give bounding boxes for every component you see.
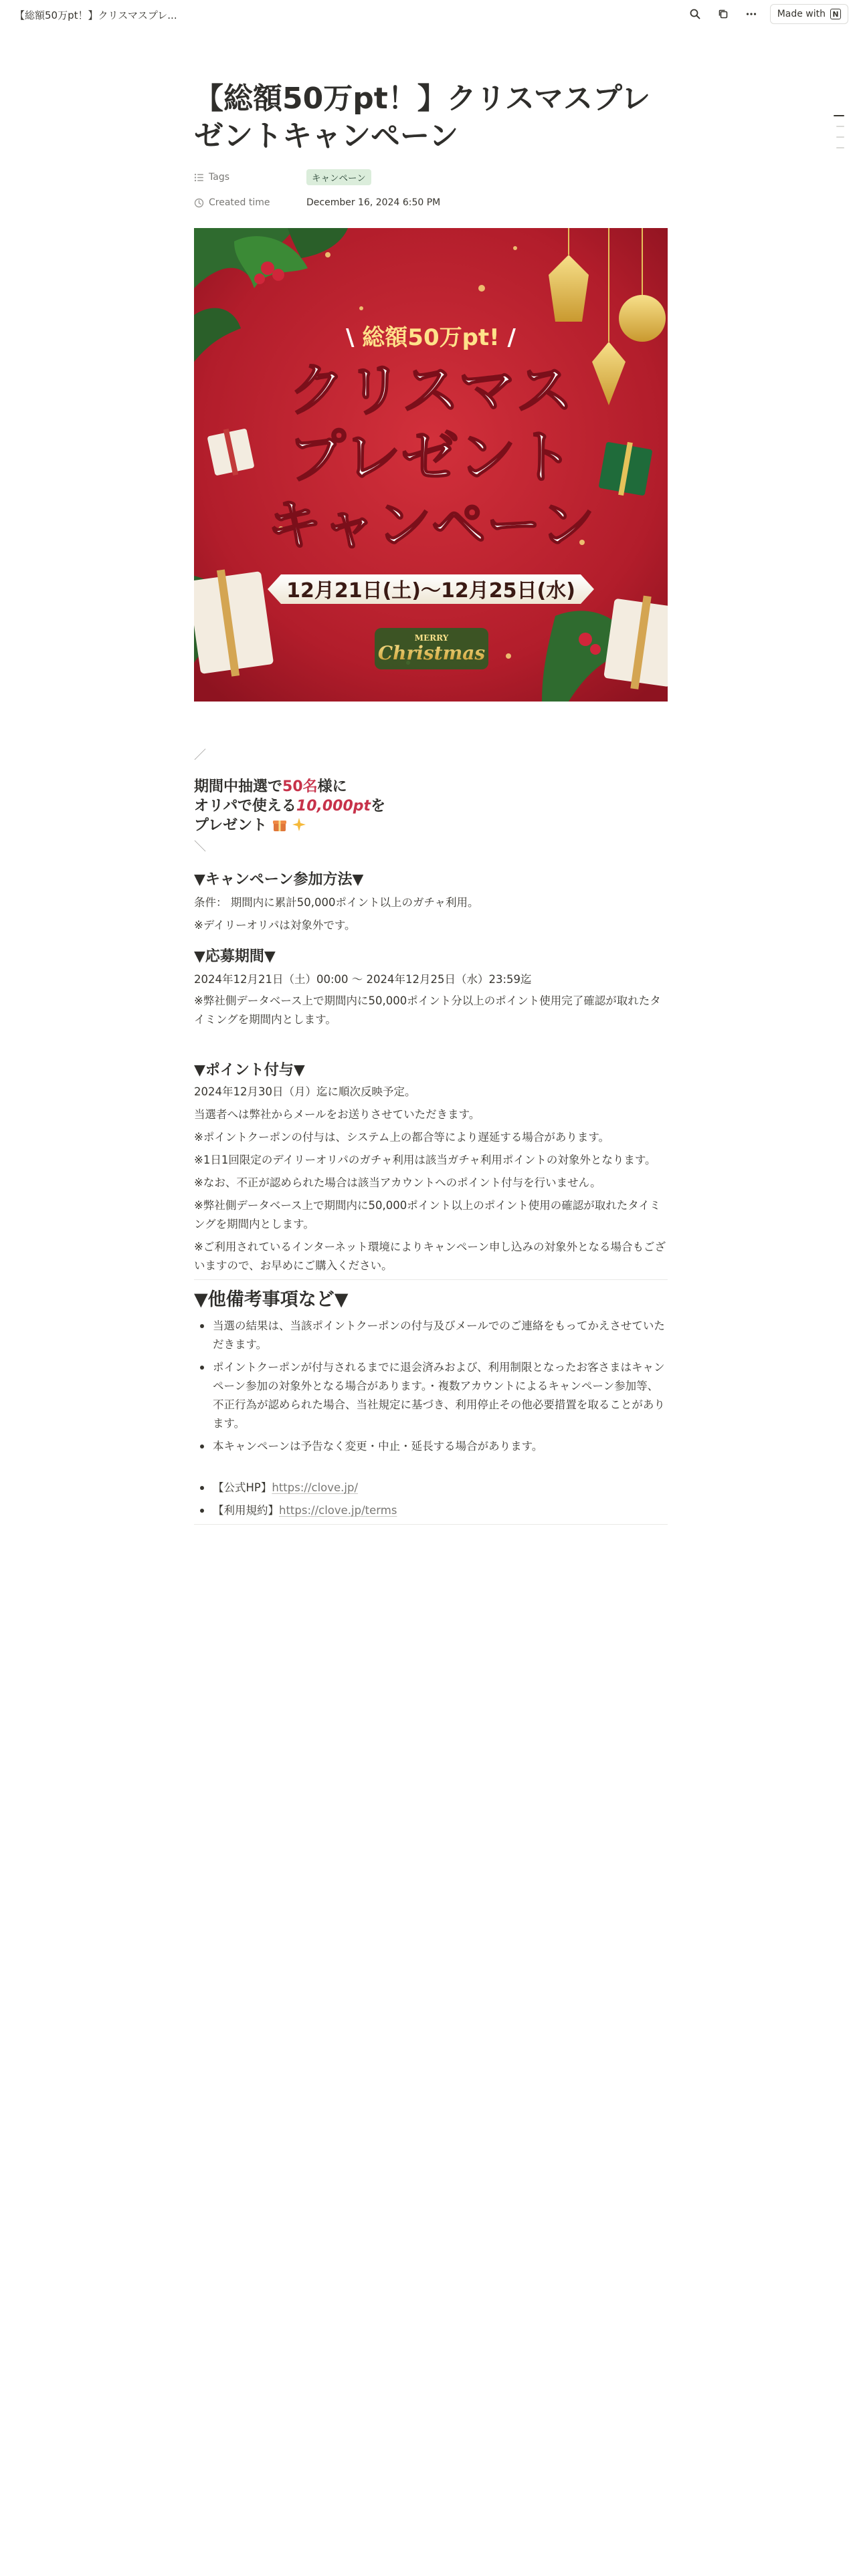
list-item: 当選の結果は、当該ポイントクーポンの付与及びメールでのご連絡をもってかえさせていただきます。 [194, 1317, 668, 1354]
links-list [194, 1479, 668, 1520]
banner-date: 12月21日(土)〜12月25日(水) [286, 579, 575, 603]
notion-logo-icon: N [830, 9, 841, 19]
intro-line-3: プレゼント [194, 816, 668, 835]
paragraph: 当選者へは弊社からメールをお送りさせていただきます。 [194, 1108, 480, 1121]
paragraph: ※デイリーオリパは対象外です。 [194, 919, 356, 932]
svg-text:Christmas: Christmas [377, 642, 486, 664]
property-tags [194, 165, 668, 190]
paragraph: ※なお、不正が認められた場合は該当アカウントへのポイント付与を行いません。 [194, 1176, 601, 1189]
section-notes [194, 1287, 668, 1525]
paragraph: ※弊社側データベース上で期間内に50,000ポイント以上のポイント使用の確認が取れたタイミングを期間内とします。 [194, 1199, 661, 1230]
merry-christmas-logo [375, 628, 488, 669]
official-site-link[interactable]: https://clove.jp/ [272, 1481, 359, 1494]
top-bar [0, 0, 859, 29]
list-item: ポイントクーポンが付与されるまでに退会済みおよび、利用制限となったお客さまはキャンペーン参加の対象外となる場合があります。・複数アカウントによるキャンペーン参加等、不正行為が認められた場合、当社規定に基づき、利用停止その他必要措置を取ることがあります。 [194, 1358, 668, 1433]
outline-item[interactable] [836, 136, 844, 138]
svg-text:\ 総額50万pt! /: \ 総額50万pt! / [346, 324, 516, 351]
list-item: 本キャンペーンは予告なく変更・中止・延長する場合があります。 [194, 1437, 668, 1456]
section-heading: ▼キャンペーン参加方法▼ [194, 871, 364, 888]
paragraph: ※弊社側データベース上で期間内に50,000ポイント分以上のポイント使用完了確認が取れたタイミングを期間内とします。 [194, 994, 661, 1026]
more-icon[interactable] [742, 5, 761, 23]
search-icon[interactable] [686, 5, 704, 23]
property-name: Created time [194, 197, 306, 208]
campaign-banner-image [194, 228, 668, 702]
topbar-actions [686, 4, 848, 24]
made-with-label: Made with [777, 9, 826, 19]
section-heading: ▼応募期間▼ [194, 948, 276, 965]
page-outline[interactable] [834, 115, 844, 148]
banner-top-text: 総額50万pt! [362, 324, 500, 351]
properties [194, 165, 668, 215]
page-header [194, 80, 668, 215]
divider [194, 1279, 668, 1280]
outline-item[interactable] [834, 115, 844, 116]
section-heading: ▼他備考事項など▼ [194, 1289, 349, 1310]
paragraph: 条件： 期間内に累計50,000ポイント以上のガチャ利用。 [194, 896, 479, 909]
tag-badge[interactable]: キャンペーン [306, 169, 371, 185]
list-item: 【利用規約】https://clove.jp/terms [194, 1501, 668, 1520]
svg-text:MERRY: MERRY [414, 633, 449, 643]
page-title: 【総額50万pt！】クリスマスプレゼントキャンペーン [194, 82, 651, 153]
banner-line-2: プレゼント [288, 424, 574, 491]
sparkle-icon [292, 817, 306, 832]
notes-list [194, 1317, 668, 1456]
banner-line-1: クリスマス [288, 357, 574, 424]
intro-block [194, 748, 668, 855]
paragraph: 2024年12月21日（土）00:00 〜 2024年12月25日（水）23:59迄 [194, 973, 532, 986]
section-period [194, 946, 668, 1029]
terms-link[interactable]: https://clove.jp/terms [279, 1504, 397, 1517]
outline-item[interactable] [836, 147, 844, 148]
banner-line-3: キャンペーン [266, 494, 595, 557]
list-icon [194, 173, 204, 183]
section-points [194, 1060, 668, 1280]
duplicate-icon[interactable] [714, 5, 733, 23]
deco-close: ＼ [194, 840, 206, 854]
outline-item[interactable] [836, 126, 844, 127]
property-name: Tags [194, 172, 306, 183]
property-created-time [194, 190, 668, 215]
breadcrumb[interactable]: 【総額50万pt！】クリスマスプレ... [15, 9, 177, 21]
deco-open: ／ [194, 748, 206, 762]
paragraph: ※1日1回限定のデイリーオリパのガチャ利用は該当ガチャ利用ポイントの対象外となります。 [194, 1154, 656, 1166]
divider [194, 1524, 668, 1525]
paragraph: 2024年12月30日（月）迄に順次反映予定。 [194, 1085, 416, 1098]
paragraph: ※ご利用されているインターネット環境によりキャンペーン申し込みの対象外となる場合もございますので、お早めにご購入ください。 [194, 1241, 666, 1272]
made-with-notion-button[interactable] [770, 4, 848, 24]
section-heading: ▼ポイント付与▼ [194, 1062, 305, 1079]
gift-icon [272, 817, 287, 832]
section-participation [194, 869, 668, 935]
list-item: 【公式HP】https://clove.jp/ [194, 1479, 668, 1497]
intro-line-1: 期間中抽選で50名様に [194, 778, 347, 795]
paragraph: ※ポイントクーポンの付与は、システム上の都合等により遅延する場合があります。 [194, 1131, 610, 1144]
intro-line-2: オリパで使える10,000ptを [194, 798, 386, 815]
property-value: December 16, 2024 6:50 PM [306, 197, 441, 208]
clock-icon [194, 198, 204, 208]
